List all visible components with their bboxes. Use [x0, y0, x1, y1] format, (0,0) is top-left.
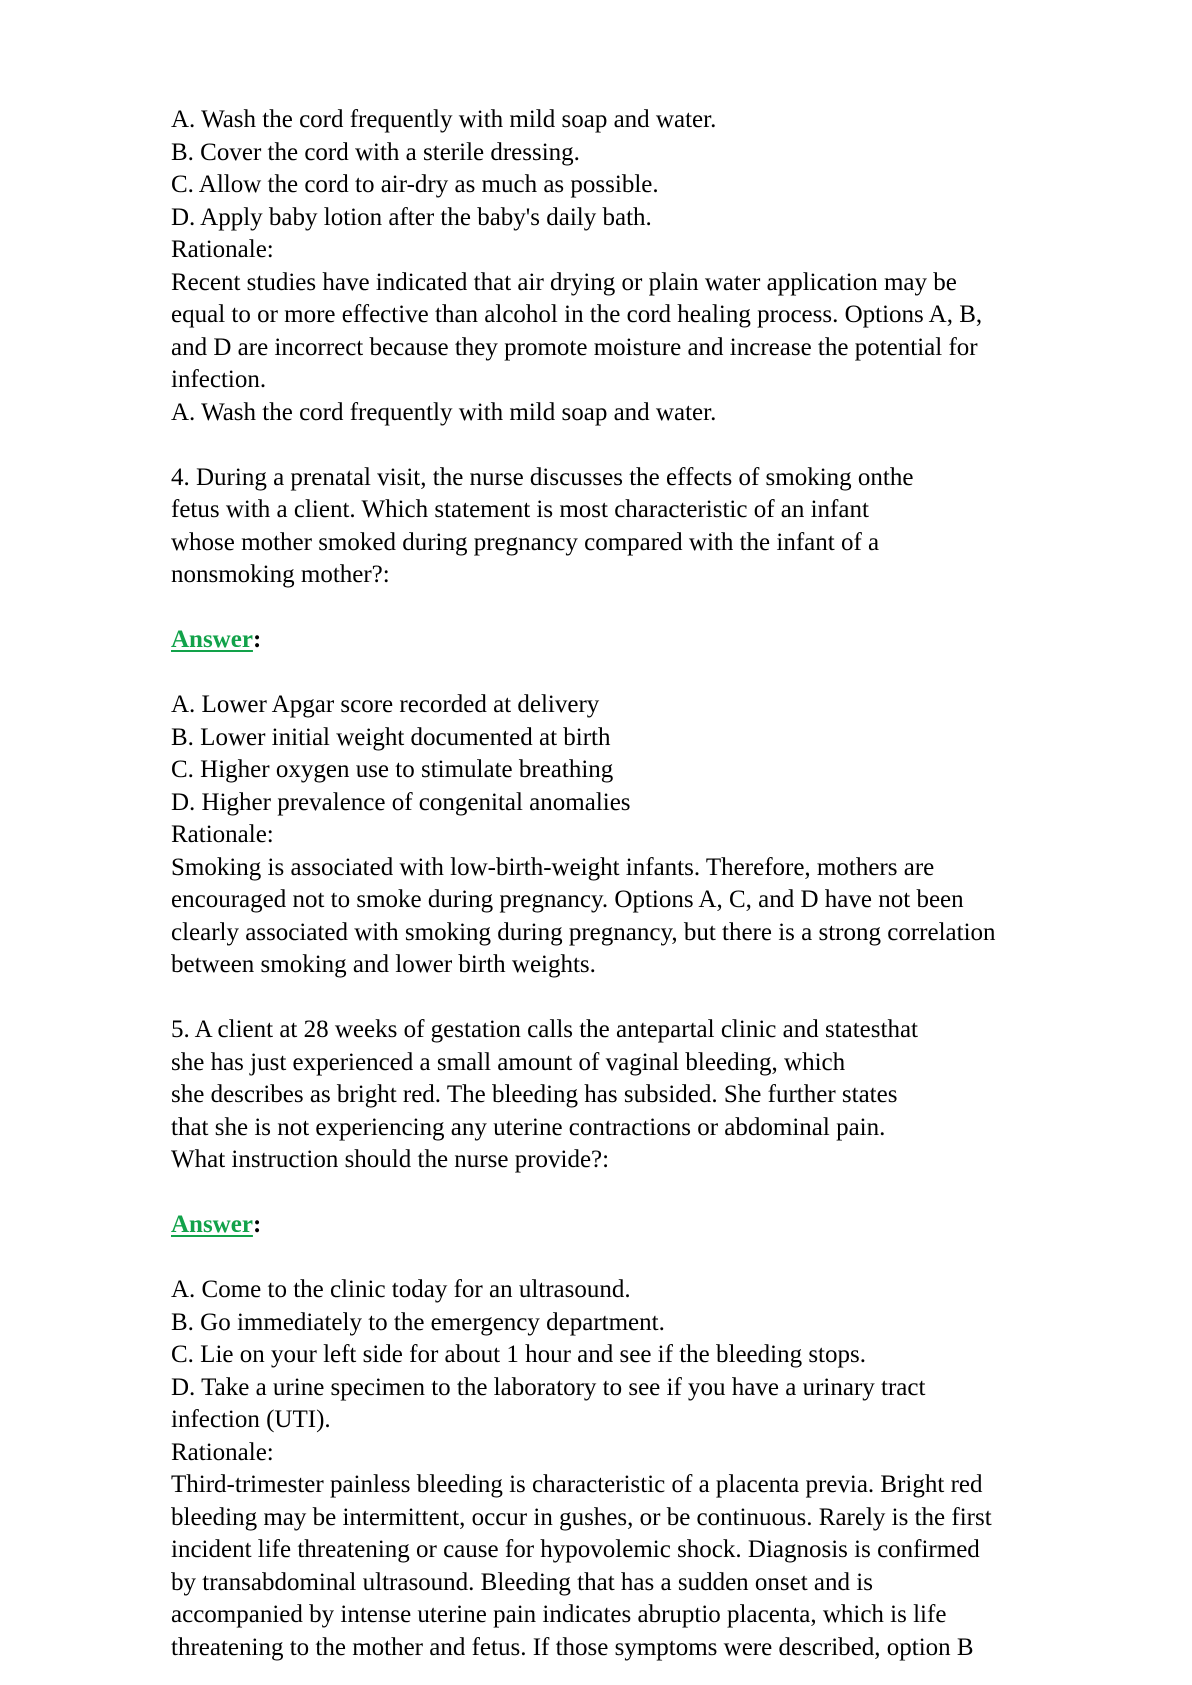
q3-correct-answer: A. Wash the cord frequently with mild soap and water. [171, 398, 717, 426]
q4-question-line: 4. During a prenatal visit, the nurse discusses the effects of smoking onthe [171, 463, 914, 491]
question-5 [171, 1014, 1131, 1664]
q3-rationale-line: infection. [171, 366, 267, 393]
q4-question-line: fetus with a client. Which statement is most characteristic of an infant [171, 496, 869, 523]
q4-rationale-line: clearly associated with smoking during pregnancy, but there is a strong correlation [171, 918, 996, 946]
q5-option-b: B. Go immediately to the emergency department. [171, 1308, 665, 1336]
q4-rationale-text [171, 852, 1131, 982]
question-4 [171, 462, 1131, 982]
q4-option-b: B. Lower initial weight documented at birth [171, 723, 611, 751]
q5-question-line: that she is not experiencing any uterine contractions or abdominal pain. [171, 1113, 886, 1141]
q4-rationale-line: Smoking is associated with low-birth-weight infants. Therefore, mothers are [171, 853, 935, 881]
q4-answer-colon: : [252, 626, 262, 653]
spacer [171, 982, 1131, 1015]
q3-option-a: A. Wash the cord frequently with mild soap and water. [171, 106, 717, 133]
q4-option-d: D. Higher prevalence of congenital anomalies [171, 788, 631, 816]
q4-answer-heading [171, 624, 1131, 657]
question-3-tail [171, 104, 1131, 429]
q5-answer-heading [171, 1209, 1131, 1242]
q5-question-line: 5. A client at 28 weeks of gestation calls the antepartal clinic and statesthat [171, 1016, 918, 1043]
q4-question-line: nonsmoking mother?: [171, 561, 390, 588]
q4-rationale-line: encouraged not to smoke during pregnancy. Options A, C, and D have not been [171, 886, 964, 913]
spacer [171, 1242, 1131, 1275]
q3-options [171, 104, 1131, 234]
q5-option-a: A. Come to the clinic today for an ultrasound. [171, 1276, 631, 1303]
spacer [171, 429, 1131, 462]
q3-option-c: C. Allow the cord to air-dry as much as possible. [171, 171, 659, 198]
q5-question-text [171, 1014, 1131, 1177]
q5-rationale-line: threatening to the mother and fetus. If those symptoms were described, option B [171, 1633, 974, 1661]
q5-rationale-line: bleeding may be intermittent, occur in gushes, or be continuous. Rarely is the first [171, 1503, 992, 1531]
q4-question-text [171, 462, 1131, 592]
q3-rationale-line: Recent studies have indicated that air drying or plain water application may be [171, 268, 957, 296]
q5-rationale-text [171, 1469, 1131, 1664]
q5-option-d-continued: infection (UTI). [171, 1406, 331, 1433]
q5-option-d: D. Take a urine specimen to the laboratory to see if you have a urinary tract [171, 1373, 926, 1401]
q4-options [171, 689, 1131, 819]
q3-rationale-label: Rationale: [171, 236, 274, 263]
q3-rationale-text [171, 267, 1131, 397]
q5-rationale-line: Third-trimester painless bleeding is characteristic of a placenta previa. Bright red [171, 1471, 983, 1498]
q5-answer-colon: : [252, 1211, 262, 1238]
q5-rationale-line: accompanied by intense uterine pain indicates abruptio placenta, which is life [171, 1601, 947, 1628]
q5-rationale-line: by transabdominal ultrasound. Bleeding that has a sudden onset and is [171, 1568, 873, 1596]
q5-rationale-label: Rationale: [171, 1438, 274, 1466]
q3-rationale-line: equal to or more effective than alcohol in the cord healing process. Options A, B, [171, 301, 983, 328]
spacer [171, 657, 1131, 690]
q3-option-b: B. Cover the cord with a sterile dressing. [171, 138, 580, 166]
q3-option-d: D. Apply baby lotion after the baby's daily bath. [171, 203, 652, 231]
q5-question-line: she has just experienced a small amount of vaginal bleeding, which [171, 1048, 846, 1076]
q4-option-a: A. Lower Apgar score recorded at delivery [171, 691, 600, 718]
q4-rationale-label: Rationale: [171, 821, 274, 848]
q4-answer-label: Answer [171, 626, 253, 653]
q5-rationale-line: incident life threatening or cause for hypovolemic shock. Diagnosis is confirmed [171, 1536, 980, 1563]
spacer [171, 1177, 1131, 1210]
q5-options [171, 1274, 1131, 1437]
q5-question-line: What instruction should the nurse provide?: [171, 1146, 610, 1173]
q5-answer-label: Answer [171, 1211, 253, 1238]
q5-option-c: C. Lie on your left side for about 1 hour and see if the bleeding stops. [171, 1341, 866, 1368]
spacer [171, 592, 1131, 625]
q4-option-c: C. Higher oxygen use to stimulate breathing [171, 756, 614, 783]
q4-question-line: whose mother smoked during pregnancy compared with the infant of a [171, 528, 880, 556]
q4-rationale-line: between smoking and lower birth weights. [171, 951, 596, 978]
q5-question-line: she describes as bright red. The bleeding has subsided. She further states [171, 1081, 898, 1108]
document-page [171, 104, 1131, 1664]
q3-rationale-line: and D are incorrect because they promote moisture and increase the potential for [171, 333, 978, 361]
